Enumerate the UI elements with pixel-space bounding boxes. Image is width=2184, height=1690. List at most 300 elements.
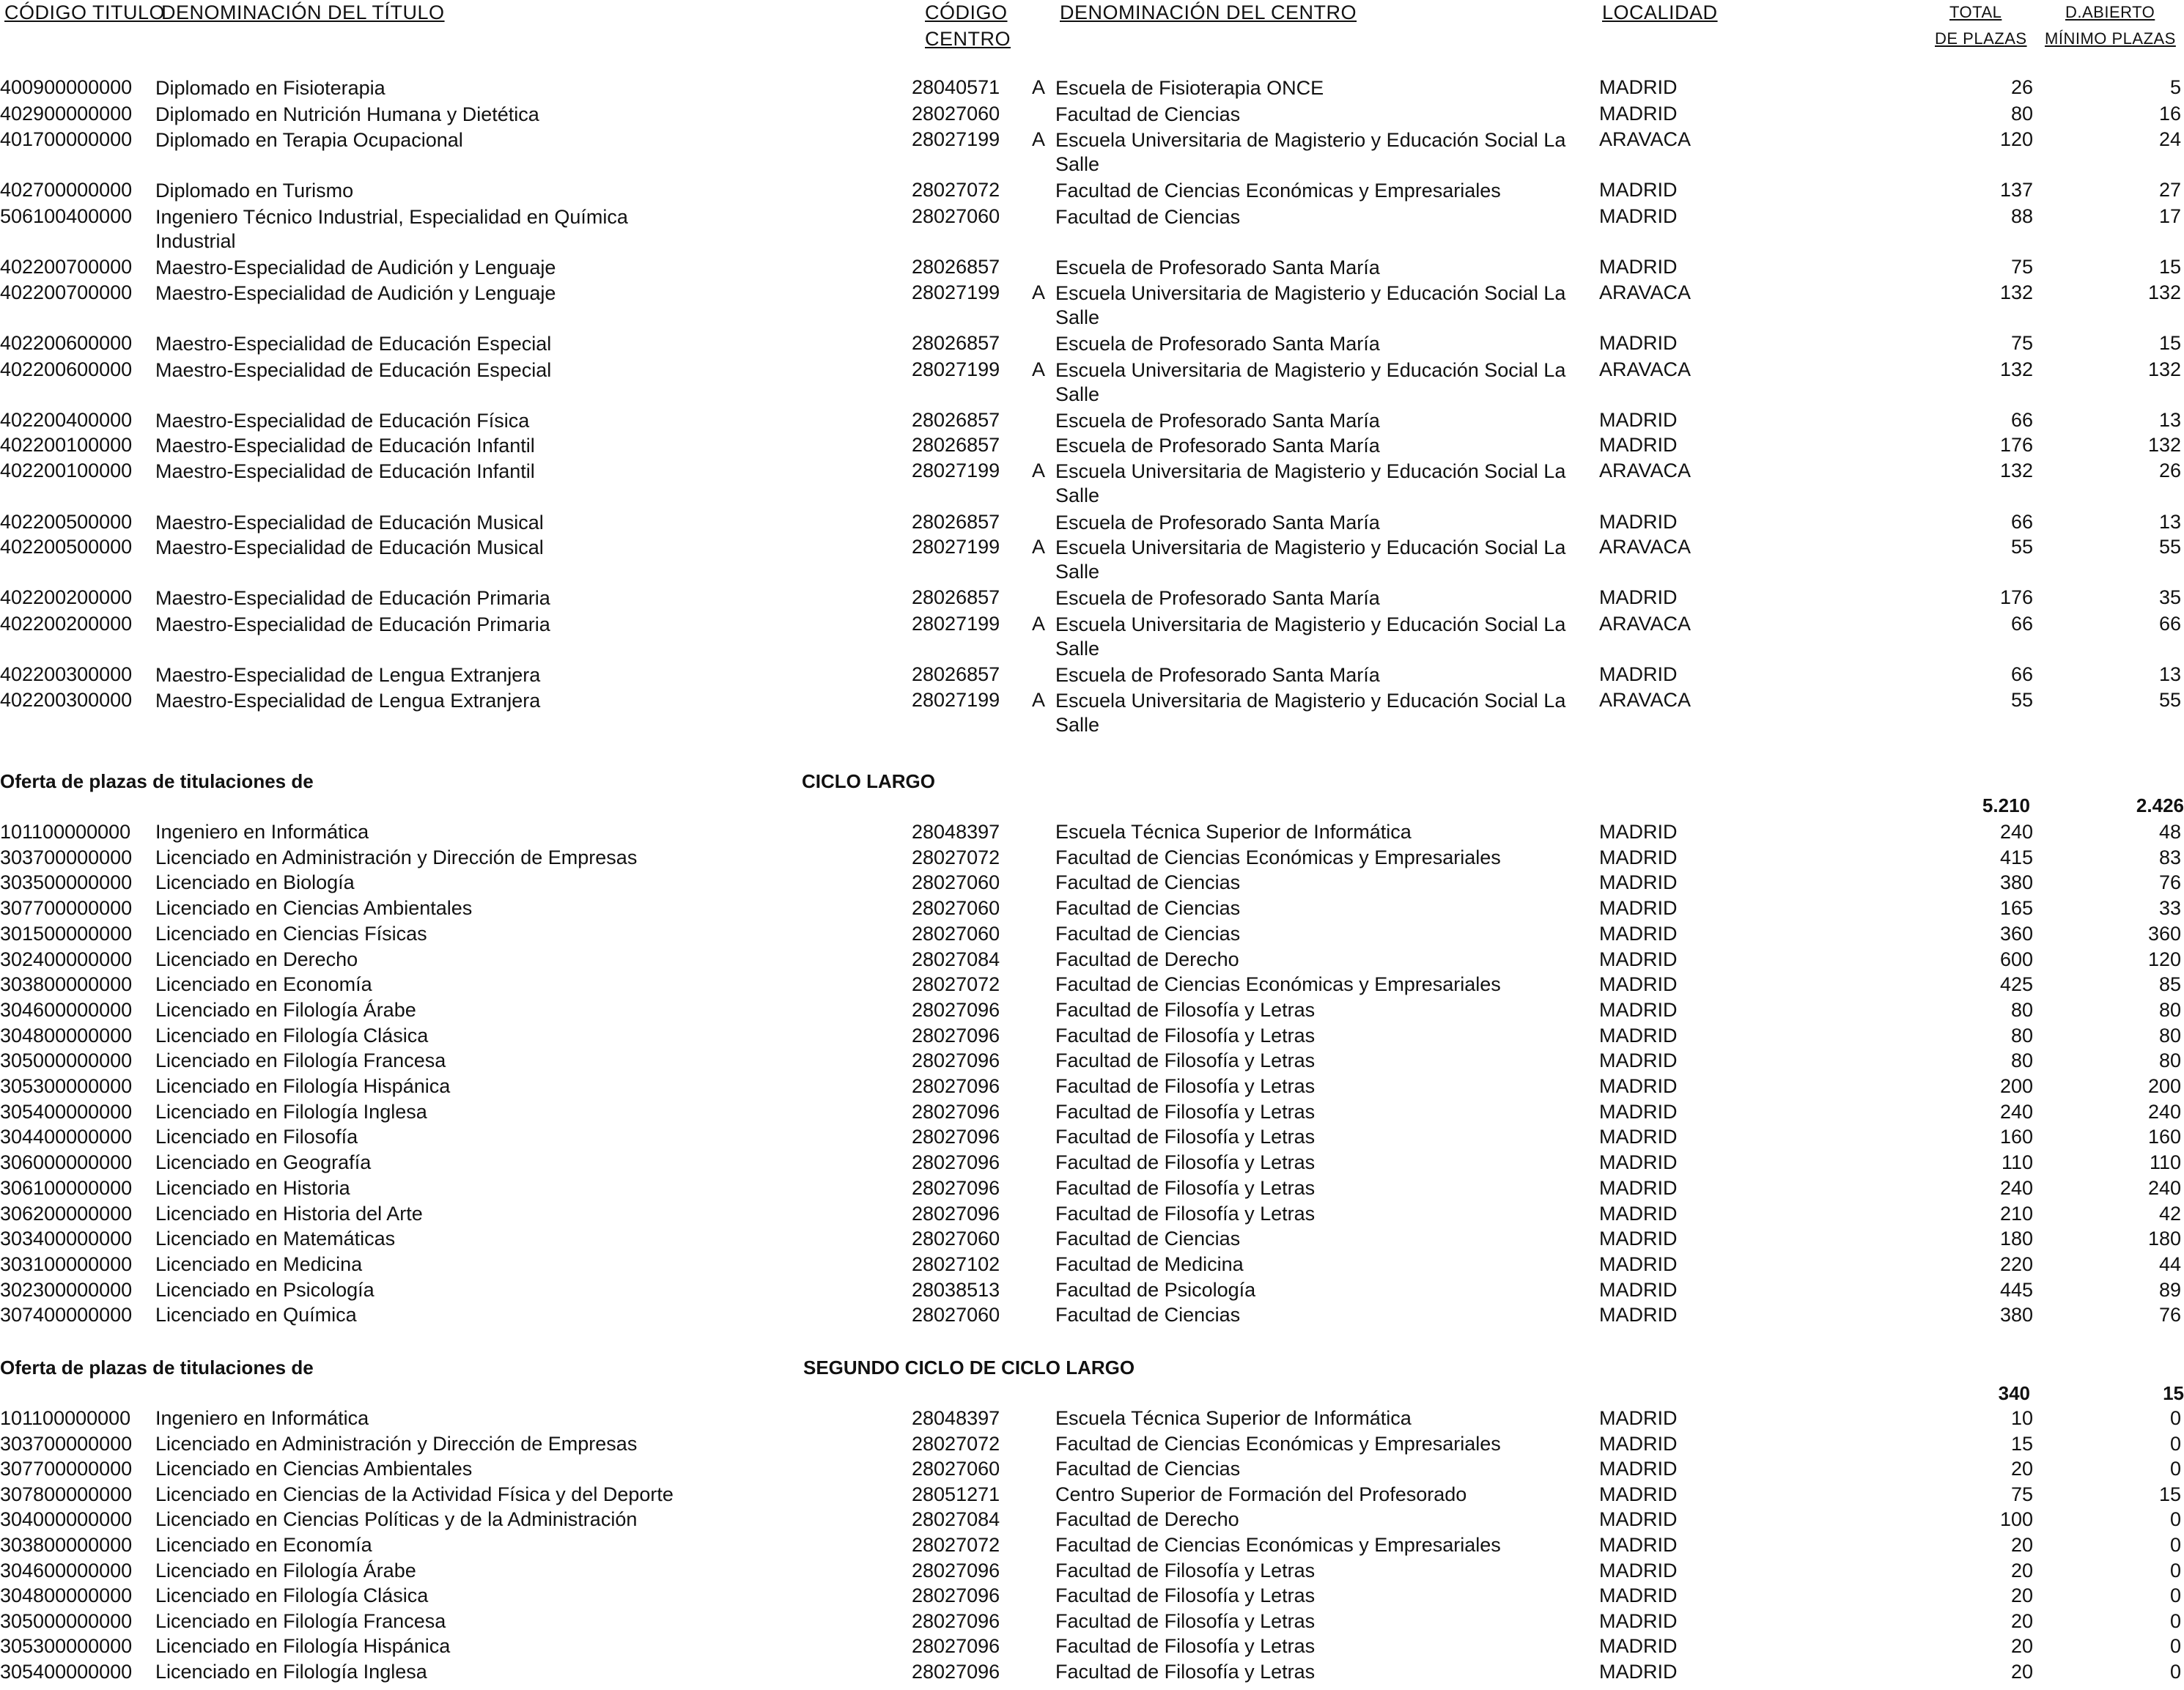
row-codigo-titulo: 305400000000 xyxy=(0,1101,133,1123)
row-abierto-plazas: 0 xyxy=(2169,1407,2181,1429)
row-codigo-titulo: 302400000000 xyxy=(0,948,133,970)
row-abierto-plazas: 0 xyxy=(2169,1661,2181,1683)
row-denominacion-titulo: Maestro-Especialidad de Educación Primaria xyxy=(155,613,550,635)
row-abierto-plazas: 15 xyxy=(2158,1483,2181,1505)
row-total-plazas: 600 xyxy=(1999,948,2033,970)
row-localidad: MADRID xyxy=(1599,973,1678,995)
row-total-plazas: 80 xyxy=(2010,1025,2033,1047)
row-abierto-plazas: 89 xyxy=(2158,1279,2181,1301)
row-abierto-plazas: 360 xyxy=(2147,923,2181,945)
row-abierto-plazas: 24 xyxy=(2158,128,2181,150)
row-denominacion-centro: Facultad de Ciencias xyxy=(1055,1304,1241,1326)
row-denominacion-titulo: Maestro-Especialidad de Audición y Lenguaje xyxy=(155,257,556,278)
row-total-plazas: 20 xyxy=(2010,1560,2033,1582)
row-localidad: MADRID xyxy=(1599,205,1678,227)
row-localidad: MADRID xyxy=(1599,1126,1678,1148)
row-total-plazas: 240 xyxy=(1999,821,2033,843)
row-denominacion-centro: Escuela de Profesorado Santa María xyxy=(1055,333,1380,355)
row-total-plazas: 137 xyxy=(1999,179,2033,201)
row-codigo-centro: 28026857 xyxy=(912,434,1000,456)
row-denominacion-centro: Escuela Universitaria de Magisterio y Educación Social La Salle xyxy=(1055,536,1566,583)
row-denominacion-titulo: Licenciado en Biología xyxy=(155,871,355,893)
row-codigo-centro: 28026857 xyxy=(912,256,1000,278)
row-localidad: ARAVACA xyxy=(1599,358,1692,380)
row-localidad: MADRID xyxy=(1599,1025,1678,1047)
row-total-plazas: 15 xyxy=(2010,1433,2033,1455)
row-codigo-titulo: 101100000000 xyxy=(0,821,131,843)
row-codigo-centro: 28027096 xyxy=(912,999,1000,1021)
row-localidad: MADRID xyxy=(1599,821,1678,843)
header-denominacion-titulo: DENOMINACIÓN DEL TÍTULO xyxy=(161,1,445,23)
row-codigo-centro: 28026857 xyxy=(912,409,1000,431)
row-denominacion-titulo: Licenciado en Historia del Arte xyxy=(155,1203,423,1225)
row-abierto-plazas: 0 xyxy=(2169,1534,2181,1556)
row-denominacion-titulo: Licenciado en Historia xyxy=(155,1177,350,1199)
row-denominacion-centro: Facultad de Ciencias xyxy=(1055,923,1241,945)
row-abierto-plazas: 42 xyxy=(2158,1203,2181,1225)
row-total-plazas: 240 xyxy=(1999,1177,2033,1199)
row-codigo-titulo: 305300000000 xyxy=(0,1635,133,1657)
row-total-plazas: 360 xyxy=(1999,923,2033,945)
row-denominacion-titulo: Maestro-Especialidad de Educación Musical xyxy=(155,512,544,534)
row-denominacion-titulo: Licenciado en Filología Francesa xyxy=(155,1610,446,1632)
row-codigo-centro: 28027060 xyxy=(912,1228,1000,1250)
row-abierto-plazas: 240 xyxy=(2147,1101,2181,1123)
row-abierto-plazas: 26 xyxy=(2158,460,2181,481)
row-codigo-titulo: 402200500000 xyxy=(0,511,133,533)
row-codigo-centro: 28040571 xyxy=(912,76,1000,98)
row-localidad: MADRID xyxy=(1599,586,1678,608)
row-denominacion-centro: Escuela Universitaria de Magisterio y Educación Social La Salle xyxy=(1055,129,1566,175)
row-codigo-titulo: 305000000000 xyxy=(0,1610,133,1632)
row-total-plazas: 132 xyxy=(1999,358,2033,380)
row-abierto-plazas: 16 xyxy=(2158,103,2181,125)
row-denominacion-centro: Centro Superior de Formación del Profesorado xyxy=(1055,1483,1467,1505)
row-codigo-titulo: 402200200000 xyxy=(0,586,133,608)
row-codigo-centro: 28051271 xyxy=(912,1483,1000,1505)
row-denominacion-titulo: Licenciado en Filología Hispánica xyxy=(155,1075,451,1097)
row-abierto-plazas: 80 xyxy=(2158,1025,2181,1047)
row-denominacion-centro: Facultad de Derecho xyxy=(1055,1508,1239,1530)
row-denominacion-titulo: Licenciado en Economía xyxy=(155,1534,372,1556)
row-denominacion-titulo: Diplomado en Fisioterapia xyxy=(155,77,385,99)
row-denominacion-titulo: Licenciado en Ciencias Ambientales xyxy=(155,1458,473,1480)
row-denominacion-centro: Facultad de Filosofía y Letras xyxy=(1055,1126,1316,1148)
row-localidad: ARAVACA xyxy=(1599,536,1692,558)
row-codigo-centro: 28027096 xyxy=(912,1177,1000,1199)
row-flag: A xyxy=(1032,689,1046,711)
row-denominacion-titulo: Diplomado en Nutrición Humana y Dietética xyxy=(155,103,539,125)
row-codigo-titulo: 402200100000 xyxy=(0,434,133,456)
row-denominacion-titulo: Maestro-Especialidad de Educación Infantil xyxy=(155,435,535,457)
row-denominacion-titulo: Maestro-Especialidad de Educación Musical xyxy=(155,536,544,558)
row-localidad: MADRID xyxy=(1599,332,1678,354)
row-codigo-titulo: 402200200000 xyxy=(0,613,133,635)
row-total-plazas: 200 xyxy=(1999,1075,2033,1097)
row-abierto-plazas: 0 xyxy=(2169,1584,2181,1606)
row-codigo-titulo: 303500000000 xyxy=(0,871,133,893)
header-total-line2: DE PLAZAS xyxy=(1935,29,2027,48)
row-localidad: MADRID xyxy=(1599,1661,1678,1683)
row-abierto-plazas: 15 xyxy=(2158,332,2181,354)
row-abierto-plazas: 44 xyxy=(2158,1253,2181,1275)
row-total-plazas: 55 xyxy=(2010,536,2033,558)
row-abierto-plazas: 200 xyxy=(2147,1075,2181,1097)
row-denominacion-titulo: Maestro-Especialidad de Educación Física xyxy=(155,410,530,432)
row-codigo-titulo: 303700000000 xyxy=(0,1433,133,1455)
row-localidad: MADRID xyxy=(1599,1433,1678,1455)
row-denominacion-centro: Facultad de Ciencias Económicas y Empresariales xyxy=(1055,973,1501,995)
row-denominacion-titulo: Licenciado en Filología Hispánica xyxy=(155,1635,451,1657)
row-denominacion-centro: Escuela Universitaria de Magisterio y Educación Social La Salle xyxy=(1055,613,1566,660)
row-localidad: MADRID xyxy=(1599,1610,1678,1632)
header-abierto-line1: D.ABIERTO xyxy=(2065,3,2155,21)
row-denominacion-centro: Facultad de Filosofía y Letras xyxy=(1055,1584,1316,1606)
row-codigo-centro: 28048397 xyxy=(912,1407,1000,1429)
row-codigo-centro: 28027096 xyxy=(912,1101,1000,1123)
row-codigo-centro: 28027060 xyxy=(912,871,1000,893)
row-codigo-titulo: 303400000000 xyxy=(0,1228,133,1250)
row-codigo-centro: 28027096 xyxy=(912,1661,1000,1683)
row-total-plazas: 20 xyxy=(2010,1458,2033,1480)
row-total-plazas: 165 xyxy=(1999,897,2033,919)
row-total-plazas: 240 xyxy=(1999,1101,2033,1123)
row-abierto-plazas: 132 xyxy=(2147,434,2181,456)
row-localidad: MADRID xyxy=(1599,1534,1678,1556)
row-denominacion-centro: Escuela de Profesorado Santa María xyxy=(1055,664,1380,686)
row-denominacion-centro: Facultad de Filosofía y Letras xyxy=(1055,1560,1316,1582)
row-total-plazas: 132 xyxy=(1999,281,2033,303)
row-codigo-titulo: 303800000000 xyxy=(0,973,133,995)
row-codigo-titulo: 303700000000 xyxy=(0,846,133,868)
row-total-plazas: 380 xyxy=(1999,1304,2033,1326)
row-codigo-centro: 28027060 xyxy=(912,205,1000,227)
section-segundo-ciclo-cycle: SEGUNDO CICLO DE CICLO LARGO xyxy=(803,1357,1135,1379)
row-denominacion-titulo: Licenciado en Administración y Dirección de Empresas xyxy=(155,846,638,868)
row-abierto-plazas: 35 xyxy=(2158,586,2181,608)
row-total-plazas: 88 xyxy=(2010,205,2033,227)
row-codigo-centro: 28027060 xyxy=(912,897,1000,919)
row-codigo-centro: 28027096 xyxy=(912,1203,1000,1225)
row-abierto-plazas: 0 xyxy=(2169,1508,2181,1530)
row-codigo-titulo: 307700000000 xyxy=(0,897,133,919)
row-codigo-centro: 28027072 xyxy=(912,973,1000,995)
row-codigo-titulo: 401700000000 xyxy=(0,128,133,150)
row-localidad: MADRID xyxy=(1599,871,1678,893)
row-total-plazas: 180 xyxy=(1999,1228,2033,1250)
row-codigo-titulo: 101100000000 xyxy=(0,1407,131,1429)
row-localidad: MADRID xyxy=(1599,1483,1678,1505)
row-localidad: MADRID xyxy=(1599,1177,1678,1199)
row-flag: A xyxy=(1032,76,1046,98)
row-denominacion-centro: Facultad de Filosofía y Letras xyxy=(1055,1610,1316,1632)
row-total-plazas: 66 xyxy=(2010,409,2033,431)
row-denominacion-centro: Facultad de Ciencias xyxy=(1055,103,1241,125)
row-codigo-centro: 28027199 xyxy=(912,358,1000,380)
row-denominacion-centro: Facultad de Derecho xyxy=(1055,948,1239,970)
section-segundo-ciclo-label: Oferta de plazas de titulaciones de xyxy=(0,1357,314,1379)
row-abierto-plazas: 66 xyxy=(2158,613,2181,635)
header-codigo-centro-line1: CÓDIGO xyxy=(925,1,1008,23)
row-codigo-centro: 28027096 xyxy=(912,1151,1000,1173)
row-denominacion-centro: Facultad de Filosofía y Letras xyxy=(1055,1025,1316,1047)
row-codigo-centro: 28027072 xyxy=(912,179,1000,201)
row-localidad: MADRID xyxy=(1599,1228,1678,1250)
row-abierto-plazas: 83 xyxy=(2158,846,2181,868)
row-total-plazas: 20 xyxy=(2010,1661,2033,1683)
row-denominacion-centro: Facultad de Filosofía y Letras xyxy=(1055,1177,1316,1199)
row-abierto-plazas: 0 xyxy=(2169,1458,2181,1480)
row-localidad: MADRID xyxy=(1599,1508,1678,1530)
row-denominacion-titulo: Diplomado en Terapia Ocupacional xyxy=(155,129,463,151)
row-abierto-plazas: 13 xyxy=(2158,663,2181,685)
row-localidad: ARAVACA xyxy=(1599,128,1692,150)
row-codigo-centro: 28027199 xyxy=(912,689,1000,711)
row-codigo-titulo: 304800000000 xyxy=(0,1584,133,1606)
row-denominacion-centro: Escuela de Profesorado Santa María xyxy=(1055,512,1380,534)
row-denominacion-centro: Facultad de Ciencias Económicas y Empresariales xyxy=(1055,1433,1501,1455)
row-abierto-plazas: 76 xyxy=(2158,1304,2181,1326)
header-denominacion-centro: DENOMINACIÓN DEL CENTRO xyxy=(1060,1,1357,23)
row-total-plazas: 10 xyxy=(2010,1407,2033,1429)
row-codigo-titulo: 307400000000 xyxy=(0,1304,133,1326)
row-denominacion-titulo: Maestro-Especialidad de Educación Primaria xyxy=(155,587,550,609)
row-denominacion-centro: Escuela Universitaria de Magisterio y Educación Social La Salle xyxy=(1055,359,1566,405)
row-codigo-centro: 28027199 xyxy=(912,128,1000,150)
row-codigo-titulo: 303100000000 xyxy=(0,1253,133,1275)
row-codigo-titulo: 306000000000 xyxy=(0,1151,133,1173)
row-abierto-plazas: 180 xyxy=(2147,1228,2181,1250)
row-localidad: ARAVACA xyxy=(1599,613,1692,635)
row-abierto-plazas: 17 xyxy=(2158,205,2181,227)
row-abierto-plazas: 80 xyxy=(2158,1049,2181,1071)
row-denominacion-centro: Facultad de Ciencias xyxy=(1055,871,1241,893)
row-total-plazas: 55 xyxy=(2010,689,2033,711)
row-localidad: MADRID xyxy=(1599,1101,1678,1123)
row-codigo-centro: 28027060 xyxy=(912,1458,1000,1480)
row-localidad: MADRID xyxy=(1599,1635,1678,1657)
row-abierto-plazas: 0 xyxy=(2169,1560,2181,1582)
section-segundo-ciclo-abierto: 15 xyxy=(2163,1382,2184,1404)
row-codigo-titulo: 304400000000 xyxy=(0,1126,133,1148)
row-denominacion-titulo: Licenciado en Economía xyxy=(155,973,372,995)
row-total-plazas: 66 xyxy=(2010,613,2033,635)
row-codigo-centro: 28027072 xyxy=(912,1534,1000,1556)
row-localidad: MADRID xyxy=(1599,103,1678,125)
row-localidad: MADRID xyxy=(1599,256,1678,278)
row-denominacion-titulo: Maestro-Especialidad de Lengua Extranjera xyxy=(155,690,541,712)
row-codigo-centro: 28027199 xyxy=(912,460,1000,481)
row-denominacion-titulo: Licenciado en Psicología xyxy=(155,1279,375,1301)
row-denominacion-centro: Facultad de Ciencias xyxy=(1055,897,1241,919)
row-total-plazas: 75 xyxy=(2010,256,2033,278)
row-codigo-centro: 28027199 xyxy=(912,536,1000,558)
row-localidad: MADRID xyxy=(1599,1458,1678,1480)
row-localidad: MADRID xyxy=(1599,511,1678,533)
row-denominacion-centro: Facultad de Psicología xyxy=(1055,1279,1256,1301)
row-denominacion-titulo: Licenciado en Medicina xyxy=(155,1253,363,1275)
section-ciclo-largo-label: Oferta de plazas de titulaciones de xyxy=(0,770,314,792)
row-codigo-titulo: 306100000000 xyxy=(0,1177,133,1199)
row-total-plazas: 210 xyxy=(1999,1203,2033,1225)
row-denominacion-titulo: Ingeniero en Informática xyxy=(155,1407,369,1429)
row-codigo-centro: 28027084 xyxy=(912,1508,1000,1530)
row-denominacion-titulo: Licenciado en Ciencias Ambientales xyxy=(155,897,473,919)
row-total-plazas: 380 xyxy=(1999,871,2033,893)
row-flag: A xyxy=(1032,613,1046,635)
row-codigo-centro: 28027096 xyxy=(912,1126,1000,1148)
row-localidad: MADRID xyxy=(1599,663,1678,685)
header-abierto-line2: MÍNIMO PLAZAS xyxy=(2045,29,2176,48)
row-total-plazas: 415 xyxy=(1999,846,2033,868)
row-codigo-centro: 28027096 xyxy=(912,1635,1000,1657)
row-denominacion-titulo: Licenciado en Filología Árabe xyxy=(155,999,416,1021)
row-codigo-centro: 28027199 xyxy=(912,613,1000,635)
row-localidad: MADRID xyxy=(1599,76,1678,98)
row-denominacion-centro: Escuela Técnica Superior de Informática xyxy=(1055,1407,1412,1429)
row-denominacion-titulo: Licenciado en Geografía xyxy=(155,1151,372,1173)
row-total-plazas: 176 xyxy=(1999,434,2033,456)
row-abierto-plazas: 0 xyxy=(2169,1610,2181,1632)
row-codigo-centro: 28038513 xyxy=(912,1279,1000,1301)
row-denominacion-titulo: Licenciado en Matemáticas xyxy=(155,1228,396,1250)
row-abierto-plazas: 85 xyxy=(2158,973,2181,995)
row-denominacion-centro: Facultad de Filosofía y Letras xyxy=(1055,1075,1316,1097)
row-codigo-centro: 28027102 xyxy=(912,1253,1000,1275)
row-denominacion-titulo: Maestro-Especialidad de Lengua Extranjera xyxy=(155,664,541,686)
row-denominacion-titulo: Ingeniero en Informática xyxy=(155,821,369,843)
section-ciclo-largo-abierto: 2.426 xyxy=(2136,794,2184,816)
row-codigo-centro: 28027072 xyxy=(912,846,1000,868)
row-denominacion-centro: Escuela Universitaria de Magisterio y Educación Social La Salle xyxy=(1055,282,1566,328)
row-denominacion-centro: Escuela Universitaria de Magisterio y Educación Social La Salle xyxy=(1055,460,1566,506)
row-denominacion-titulo: Ingeniero Técnico Industrial, Especialidad en Química Industrial xyxy=(155,206,628,252)
row-total-plazas: 132 xyxy=(1999,460,2033,481)
row-flag: A xyxy=(1032,128,1046,150)
row-codigo-centro: 28026857 xyxy=(912,332,1000,354)
row-codigo-centro: 28027096 xyxy=(912,1560,1000,1582)
row-abierto-plazas: 160 xyxy=(2147,1126,2181,1148)
row-abierto-plazas: 27 xyxy=(2158,179,2181,201)
row-denominacion-titulo: Maestro-Especialidad de Educación Especial xyxy=(155,333,552,355)
row-codigo-titulo: 402700000000 xyxy=(0,179,133,201)
row-denominacion-titulo: Maestro-Especialidad de Educación Especial xyxy=(155,359,552,381)
row-codigo-titulo: 304600000000 xyxy=(0,999,133,1021)
row-abierto-plazas: 0 xyxy=(2169,1635,2181,1657)
row-total-plazas: 66 xyxy=(2010,663,2033,685)
row-codigo-titulo: 305000000000 xyxy=(0,1049,133,1071)
row-denominacion-titulo: Licenciado en Filología Inglesa xyxy=(155,1101,427,1123)
row-localidad: MADRID xyxy=(1599,1304,1678,1326)
row-codigo-centro: 28026857 xyxy=(912,511,1000,533)
row-flag: A xyxy=(1032,281,1046,303)
header-total-line1: TOTAL xyxy=(1949,3,2002,21)
row-localidad: MADRID xyxy=(1599,1049,1678,1071)
row-codigo-centro: 28027096 xyxy=(912,1610,1000,1632)
row-total-plazas: 80 xyxy=(2010,1049,2033,1071)
row-denominacion-centro: Facultad de Filosofía y Letras xyxy=(1055,1101,1316,1123)
row-flag: A xyxy=(1032,460,1046,481)
row-denominacion-titulo: Licenciado en Filología Francesa xyxy=(155,1049,446,1071)
section-ciclo-largo-cycle: CICLO LARGO xyxy=(802,770,935,792)
row-denominacion-centro: Facultad de Ciencias xyxy=(1055,206,1241,228)
row-denominacion-centro: Escuela de Profesorado Santa María xyxy=(1055,410,1380,432)
row-total-plazas: 80 xyxy=(2010,999,2033,1021)
row-codigo-titulo: 304000000000 xyxy=(0,1508,133,1530)
row-codigo-titulo: 305300000000 xyxy=(0,1075,133,1097)
row-localidad: MADRID xyxy=(1599,897,1678,919)
row-total-plazas: 75 xyxy=(2010,1483,2033,1505)
row-codigo-centro: 28026857 xyxy=(912,586,1000,608)
row-denominacion-centro: Facultad de Filosofía y Letras xyxy=(1055,999,1316,1021)
row-total-plazas: 445 xyxy=(1999,1279,2033,1301)
row-localidad: MADRID xyxy=(1599,948,1678,970)
row-total-plazas: 120 xyxy=(1999,128,2033,150)
row-codigo-centro: 28027060 xyxy=(912,1304,1000,1326)
row-localidad: ARAVACA xyxy=(1599,460,1692,481)
row-codigo-centro: 28027096 xyxy=(912,1075,1000,1097)
row-denominacion-titulo: Licenciado en Filología Árabe xyxy=(155,1560,416,1582)
row-denominacion-centro: Escuela de Fisioterapia ONCE xyxy=(1055,77,1324,99)
row-codigo-titulo: 303800000000 xyxy=(0,1534,133,1556)
row-codigo-titulo: 304800000000 xyxy=(0,1025,133,1047)
row-codigo-titulo: 400900000000 xyxy=(0,76,133,98)
row-denominacion-centro: Facultad de Ciencias Económicas y Empresariales xyxy=(1055,180,1501,202)
row-codigo-titulo: 307700000000 xyxy=(0,1458,133,1480)
row-localidad: MADRID xyxy=(1599,1253,1678,1275)
row-denominacion-centro: Facultad de Filosofía y Letras xyxy=(1055,1661,1316,1683)
row-localidad: MADRID xyxy=(1599,1279,1678,1301)
row-abierto-plazas: 33 xyxy=(2158,897,2181,919)
row-total-plazas: 220 xyxy=(1999,1253,2033,1275)
row-total-plazas: 176 xyxy=(1999,586,2033,608)
header-localidad: LOCALIDAD xyxy=(1602,1,1718,23)
row-denominacion-centro: Facultad de Filosofía y Letras xyxy=(1055,1203,1316,1225)
row-total-plazas: 20 xyxy=(2010,1534,2033,1556)
row-codigo-titulo: 302300000000 xyxy=(0,1279,133,1301)
row-abierto-plazas: 13 xyxy=(2158,511,2181,533)
row-codigo-titulo: 402900000000 xyxy=(0,103,133,125)
row-codigo-titulo: 402200600000 xyxy=(0,332,133,354)
row-denominacion-centro: Escuela de Profesorado Santa María xyxy=(1055,435,1380,457)
row-localidad: MADRID xyxy=(1599,409,1678,431)
row-localidad: MADRID xyxy=(1599,999,1678,1021)
row-total-plazas: 100 xyxy=(1999,1508,2033,1530)
row-flag: A xyxy=(1032,536,1046,558)
row-total-plazas: 110 xyxy=(2001,1151,2033,1173)
row-denominacion-centro: Escuela de Profesorado Santa María xyxy=(1055,257,1380,278)
row-denominacion-titulo: Maestro-Especialidad de Audición y Lenguaje xyxy=(155,282,556,304)
row-codigo-titulo: 402200400000 xyxy=(0,409,133,431)
row-denominacion-titulo: Licenciado en Ciencias de la Actividad Física y del Deporte xyxy=(155,1483,674,1505)
row-abierto-plazas: 240 xyxy=(2147,1177,2181,1199)
row-denominacion-titulo: Licenciado en Filosofía xyxy=(155,1126,358,1148)
row-total-plazas: 66 xyxy=(2010,511,2033,533)
row-codigo-centro: 28027072 xyxy=(912,1433,1000,1455)
header-codigo-titulo: CÓDIGO TITULO xyxy=(4,1,166,23)
row-denominacion-centro: Escuela de Profesorado Santa María xyxy=(1055,587,1380,609)
row-total-plazas: 20 xyxy=(2010,1610,2033,1632)
row-denominacion-centro: Escuela Técnica Superior de Informática xyxy=(1055,821,1412,843)
row-localidad: MADRID xyxy=(1599,1407,1678,1429)
row-denominacion-centro: Facultad de Filosofía y Letras xyxy=(1055,1151,1316,1173)
row-localidad: MADRID xyxy=(1599,1584,1678,1606)
row-total-plazas: 80 xyxy=(2010,103,2033,125)
row-codigo-centro: 28026857 xyxy=(912,663,1000,685)
row-abierto-plazas: 55 xyxy=(2158,536,2181,558)
row-codigo-centro: 28027060 xyxy=(912,103,1000,125)
row-denominacion-centro: Facultad de Ciencias Económicas y Empresariales xyxy=(1055,846,1501,868)
